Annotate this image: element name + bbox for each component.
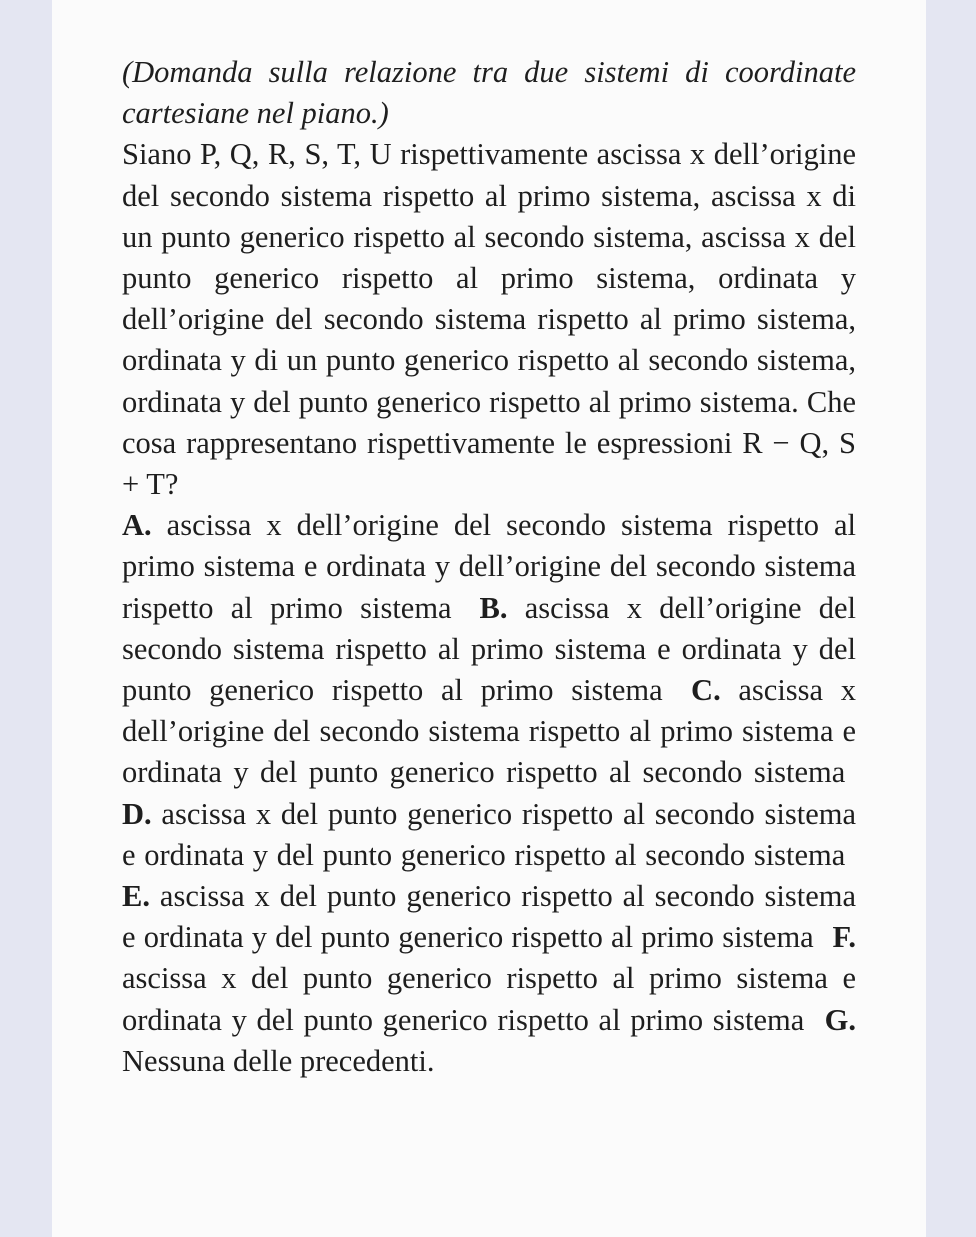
question-intro: (Domanda sulla relazione tra due sistemi di coordinate cartesiane nel piano.) [122, 55, 856, 131]
option-text: ascissa x dell’origine del secondo sistema rispetto al primo sistema e ordinata y del punto generico rispetto al secondo sistema [122, 673, 857, 790]
option-label: B. [479, 590, 508, 625]
option-text: ascissa x del punto generico rispetto al primo sistema e ordinata y del punto generico rispetto al primo sistema [122, 961, 856, 1037]
option-label: C. [691, 673, 721, 708]
option-text: ascissa x del punto generico rispetto al secondo sistema e ordinata y del punto generico rispetto al secondo sistema [122, 796, 856, 872]
option-text: ascissa x dell’origine del secondo sistema rispetto al primo sistema e ordinata y dell’origine del secondo sistema rispetto al primo sistema [122, 508, 857, 625]
question-body: Siano P, Q, R, S, T, U rispettivamente ascissa x dell’origine del secondo sistema rispetto al primo sistema, ascissa x di un punto generico rispetto al secondo sistema, ascissa x del punto generico rispetto al primo sistema, ordinata y dell’origine del secondo sistema rispetto al primo sistema, ordinata y di un punto generico rispetto al secondo sistema, ordinata y del punto generico rispetto al primo sistema. Che cosa rappresentano rispettivamente le espressioni R − Q, S + T? [122, 137, 856, 502]
option-label: A. [122, 508, 152, 543]
option-text: ascissa x dell’origine del secondo sistema rispetto al primo sistema e ordinata y del punto generico rispetto al primo sistema [122, 590, 857, 708]
question-paragraph [122, 52, 856, 1082]
option-text: ascissa x del punto generico rispetto al secondo sistema e ordinata y del punto generico rispetto al primo sistema [122, 879, 856, 955]
document-page [52, 0, 926, 1237]
option-e [122, 879, 856, 954]
option-label: F. [832, 920, 857, 955]
option-d [122, 797, 856, 872]
option-label: D. [122, 796, 152, 831]
option-label: E. [122, 879, 150, 914]
option-label: G. [824, 1002, 857, 1037]
option-text: Nessuna delle precedenti. [122, 1043, 435, 1078]
